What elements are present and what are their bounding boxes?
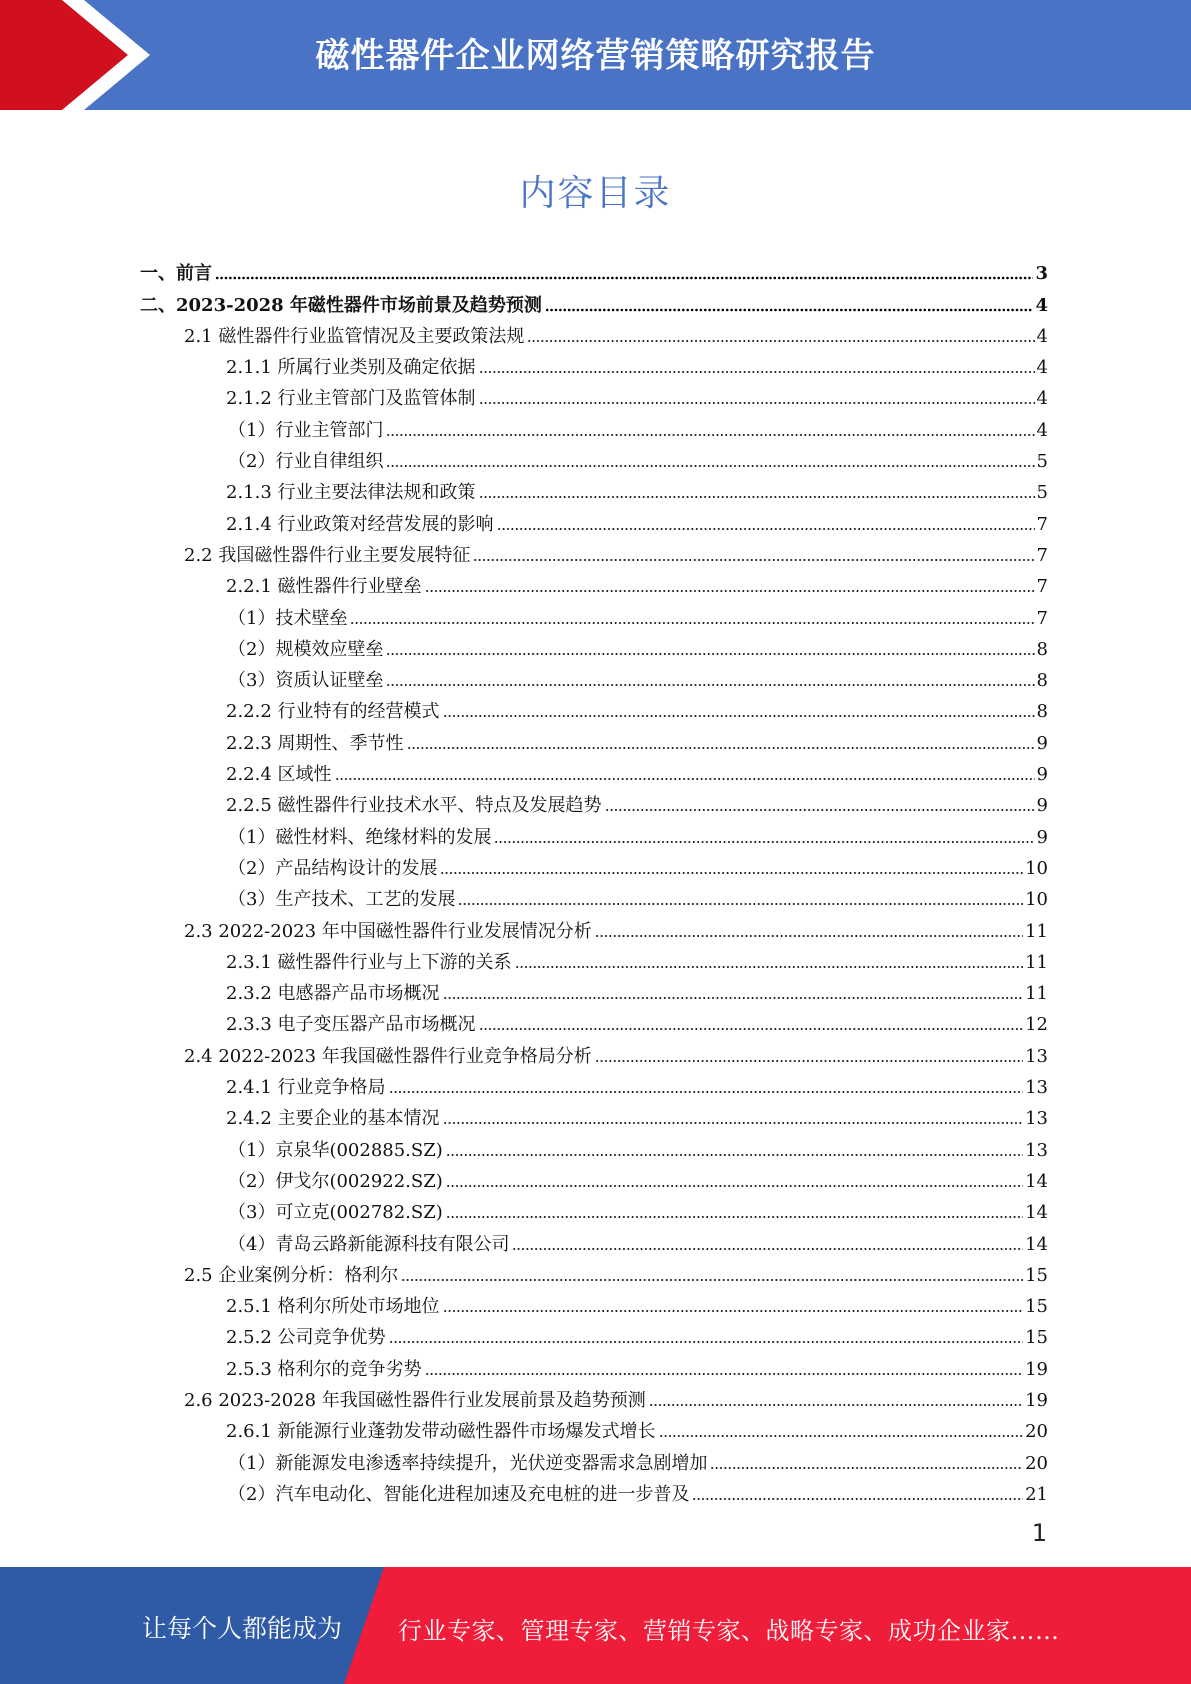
toc-entry-label: 2.5 企业案例分析：格利尔: [184, 1264, 399, 1286]
toc-entry-label: （2）汽车电动化、智能化进程加速及充电桩的进一步普及: [228, 1483, 690, 1505]
toc-entry-page: 11: [1025, 920, 1048, 942]
toc-entry[interactable]: [140, 1443, 1048, 1474]
toc-entry[interactable]: [140, 348, 1048, 379]
toc-entry-label: （3）可立克(002782.SZ): [228, 1202, 443, 1224]
toc-entry-page: 4: [1036, 325, 1048, 347]
toc-entry[interactable]: [140, 379, 1048, 410]
toc-entry-label: 2.6.1 新能源行业蓬勃发带动磁性器件市场爆发式增长: [226, 1421, 656, 1443]
table-of-contents: [140, 254, 1048, 1506]
toc-entry-page: 9: [1036, 795, 1048, 817]
toc-dot-leader: [425, 1372, 1024, 1376]
toc-dot-leader: [215, 276, 1033, 280]
report-title: 磁性器件企业网络营销策略研究报告: [315, 36, 876, 76]
toc-entry[interactable]: [140, 473, 1048, 504]
toc-dot-leader: [386, 464, 1034, 468]
toc-entry-label: 2.1.3 行业主要法律法规和政策: [226, 482, 476, 504]
toc-entry[interactable]: [140, 1005, 1048, 1036]
toc-entry-page: 14: [1025, 1202, 1048, 1224]
toc-entry-page: 13: [1025, 1077, 1048, 1099]
toc-dot-leader: [407, 746, 1035, 750]
toc-entry-page: 13: [1025, 1139, 1048, 1161]
toc-entry[interactable]: [140, 911, 1048, 942]
toc-entry-page: 7: [1036, 576, 1048, 598]
toc-entry-label: （1）京泉华(002885.SZ): [228, 1139, 443, 1161]
toc-dot-leader: [605, 808, 1035, 812]
toc-entry-label: （2）伊戈尔(002922.SZ): [228, 1170, 443, 1192]
toc-heading: 内容目录: [519, 173, 672, 214]
toc-dot-leader: [527, 339, 1034, 343]
toc-entry[interactable]: [140, 285, 1048, 316]
toc-entry[interactable]: [140, 1256, 1048, 1287]
toc-entry-page: 3: [1035, 263, 1048, 285]
toc-entry[interactable]: [140, 630, 1048, 661]
toc-dot-leader: [443, 714, 1035, 718]
toc-entry[interactable]: [140, 442, 1048, 473]
toc-dot-leader: [479, 401, 1035, 405]
toc-entry[interactable]: [140, 254, 1048, 285]
toc-entry[interactable]: [140, 1287, 1048, 1318]
toc-entry-label: 2.6 2023-2028 年我国磁性器件行业发展前景及趋势预测: [184, 1389, 646, 1411]
toc-dot-leader: [446, 1184, 1023, 1188]
toc-dot-leader: [512, 1247, 1023, 1251]
toc-entry-page: 15: [1025, 1296, 1048, 1318]
toc-dot-leader: [446, 1215, 1023, 1219]
toc-dot-leader: [545, 308, 1034, 312]
toc-dot-leader: [350, 621, 1034, 625]
toc-entry[interactable]: [140, 1412, 1048, 1443]
toc-entry[interactable]: [140, 410, 1048, 441]
toc-dot-leader: [479, 1027, 1024, 1031]
toc-entry[interactable]: [140, 1381, 1048, 1412]
toc-dot-leader: [692, 1497, 1023, 1501]
toc-entry-label: （3）生产技术、工艺的发展: [228, 889, 456, 911]
toc-entry-label: （3）资质认证壁垒: [228, 670, 384, 692]
toc-entry[interactable]: [140, 1224, 1048, 1255]
toc-entry-page: 8: [1036, 638, 1048, 660]
toc-dot-leader: [386, 652, 1034, 656]
toc-entry-label: 2.1 磁性器件行业监管情况及主要政策法规: [184, 325, 525, 347]
toc-dot-leader: [494, 840, 1034, 844]
toc-entry[interactable]: [140, 723, 1048, 754]
toc-entry[interactable]: [140, 1068, 1048, 1099]
toc-entry-label: 2.5.1 格利尔所处市场地位: [226, 1296, 440, 1318]
toc-dot-leader: [473, 558, 1034, 562]
toc-dot-leader: [401, 1278, 1023, 1282]
toc-dot-leader: [386, 683, 1034, 687]
toc-entry[interactable]: [140, 1130, 1048, 1161]
toc-dot-leader: [425, 589, 1035, 593]
toc-dot-leader: [446, 1153, 1023, 1157]
toc-entry-page: 10: [1025, 889, 1048, 911]
toc-entry-page: 9: [1036, 764, 1048, 786]
toc-entry-page: 8: [1036, 701, 1048, 723]
toc-entry[interactable]: [140, 786, 1048, 817]
toc-entry-page: 5: [1036, 482, 1048, 504]
toc-entry-page: 14: [1025, 1170, 1048, 1192]
toc-dot-leader: [515, 965, 1024, 969]
toc-entry-page: 13: [1025, 1045, 1048, 1067]
toc-entry-page: 9: [1036, 826, 1048, 848]
toc-entry-page: 15: [1025, 1327, 1048, 1349]
toc-entry-label: （2）规模效应壁垒: [228, 638, 384, 660]
toc-entry-label: 2.5.2 公司竞争优势: [226, 1327, 386, 1349]
toc-entry-label: 2.2 我国磁性器件行业主要发展特征: [184, 544, 471, 566]
toc-entry[interactable]: [140, 1036, 1048, 1067]
toc-entry-page: 10: [1025, 857, 1048, 879]
toc-dot-leader: [389, 1090, 1024, 1094]
toc-dot-leader: [649, 1403, 1023, 1407]
toc-entry[interactable]: [140, 849, 1048, 880]
toc-entry-page: 4: [1036, 419, 1048, 441]
toc-entry-page: 12: [1025, 1014, 1048, 1036]
toc-entry-label: 2.2.2 行业特有的经营模式: [226, 701, 440, 723]
toc-dot-leader: [458, 902, 1023, 906]
toc-entry-page: 20: [1025, 1421, 1048, 1443]
toc-entry-label: （1）技术壁垒: [228, 607, 348, 629]
toc-entry[interactable]: [140, 692, 1048, 723]
toc-entry-page: 5: [1036, 451, 1048, 473]
page-number: 1: [1031, 1519, 1047, 1547]
toc-entry-page: 4: [1036, 357, 1048, 379]
toc-entry-label: （4）青岛云路新能源科技有限公司: [228, 1233, 510, 1255]
toc-entry-page: 20: [1025, 1452, 1048, 1474]
toc-entry[interactable]: [140, 1475, 1048, 1506]
toc-entry-page: 7: [1036, 544, 1048, 566]
toc-entry[interactable]: [140, 755, 1048, 786]
toc-dot-leader: [443, 1309, 1024, 1313]
toc-entry-label: 2.4.1 行业竞争格局: [226, 1077, 386, 1099]
toc-dot-leader: [440, 871, 1023, 875]
toc-entry-label: 2.4.2 主要企业的基本情况: [226, 1108, 440, 1130]
toc-entry-label: 2.5.3 格利尔的竞争劣势: [226, 1358, 422, 1380]
toc-entry[interactable]: [140, 504, 1048, 535]
toc-dot-leader: [595, 934, 1023, 938]
toc-entry-label: （1）磁性材料、绝缘材料的发展: [228, 826, 492, 848]
toc-entry-page: 8: [1036, 670, 1048, 692]
toc-entry-page: 19: [1025, 1389, 1048, 1411]
toc-dot-leader: [659, 1434, 1024, 1438]
toc-entry[interactable]: [140, 880, 1048, 911]
toc-entry[interactable]: [140, 598, 1048, 629]
toc-entry[interactable]: [140, 661, 1048, 692]
toc-entry-page: 7: [1036, 607, 1048, 629]
toc-entry-label: 2.2.1 磁性器件行业壁垒: [226, 576, 422, 598]
toc-entry-page: 14: [1025, 1233, 1048, 1255]
toc-entry-page: 11: [1025, 983, 1048, 1005]
footer-slogan-right: 行业专家、管理专家、营销专家、战略专家、成功企业家……: [398, 1617, 1060, 1645]
toc-entry-page: 7: [1036, 513, 1048, 535]
footer-slogan-left: 让每个人都能成为: [142, 1614, 343, 1643]
toc-entry[interactable]: [140, 317, 1048, 348]
toc-entry[interactable]: [140, 1099, 1048, 1130]
toc-dot-leader: [710, 1466, 1023, 1470]
toc-dot-leader: [389, 1340, 1024, 1344]
toc-entry-page: 4: [1036, 388, 1048, 410]
toc-entry-page: 19: [1025, 1358, 1048, 1380]
toc-entry-label: 2.3.3 电子变压器产品市场概况: [226, 1014, 476, 1036]
toc-entry[interactable]: [140, 974, 1048, 1005]
toc-entry-page: 21: [1025, 1483, 1048, 1505]
toc-entry-page: 13: [1025, 1108, 1048, 1130]
toc-entry-label: （2）产品结构设计的发展: [228, 857, 438, 879]
toc-entry[interactable]: [140, 1318, 1048, 1349]
toc-entry[interactable]: [140, 1349, 1048, 1380]
toc-dot-leader: [497, 527, 1035, 531]
toc-entry[interactable]: [140, 943, 1048, 974]
toc-entry-page: 9: [1036, 732, 1048, 754]
toc-entry-page: 4: [1035, 294, 1048, 316]
toc-entry-label: 2.4 2022-2023 年我国磁性器件行业竞争格局分析: [184, 1045, 592, 1067]
toc-entry[interactable]: [140, 567, 1048, 598]
toc-entry[interactable]: [140, 1162, 1048, 1193]
toc-entry-label: 2.3 2022-2023 年中国磁性器件行业发展情况分析: [184, 920, 592, 942]
toc-entry[interactable]: [140, 817, 1048, 848]
toc-dot-leader: [386, 433, 1034, 437]
toc-entry-page: 11: [1025, 951, 1048, 973]
toc-entry[interactable]: [140, 1193, 1048, 1224]
toc-dot-leader: [335, 777, 1035, 781]
toc-entry-label: 2.1.1 所属行业类别及确定依据: [226, 357, 476, 379]
toc-entry-page: 15: [1025, 1264, 1048, 1286]
toc-dot-leader: [479, 370, 1035, 374]
toc-entry-label: （1）新能源发电渗透率持续提升，光伏逆变器需求急剧增加: [228, 1452, 708, 1474]
toc-entry-label: 2.3.1 磁性器件行业与上下游的关系: [226, 951, 512, 973]
toc-entry-label: 2.3.2 电感器产品市场概况: [226, 983, 440, 1005]
footer-band: [0, 1567, 1191, 1684]
toc-entry-label: 2.2.3 周期性、季节性: [226, 732, 404, 754]
toc-dot-leader: [479, 495, 1035, 499]
toc-entry-label: （1）行业主管部门: [228, 419, 384, 441]
toc-entry-label: 2.1.2 行业主管部门及监管体制: [226, 388, 476, 410]
toc-entry-label: 二、2023-2028 年磁性器件市场前景及趋势预测: [140, 294, 542, 316]
toc-dot-leader: [443, 996, 1024, 1000]
toc-dot-leader: [443, 1121, 1024, 1125]
toc-entry[interactable]: [140, 536, 1048, 567]
toc-entry-label: 2.2.4 区域性: [226, 764, 332, 786]
toc-entry-label: （2）行业自律组织: [228, 451, 384, 473]
toc-dot-leader: [595, 1059, 1023, 1063]
header-band: [0, 0, 1191, 110]
toc-entry-label: 一、前言: [140, 263, 212, 285]
toc-entry-label: 2.1.4 行业政策对经营发展的影响: [226, 513, 494, 535]
toc-entry-label: 2.2.5 磁性器件行业技术水平、特点及发展趋势: [226, 795, 602, 817]
